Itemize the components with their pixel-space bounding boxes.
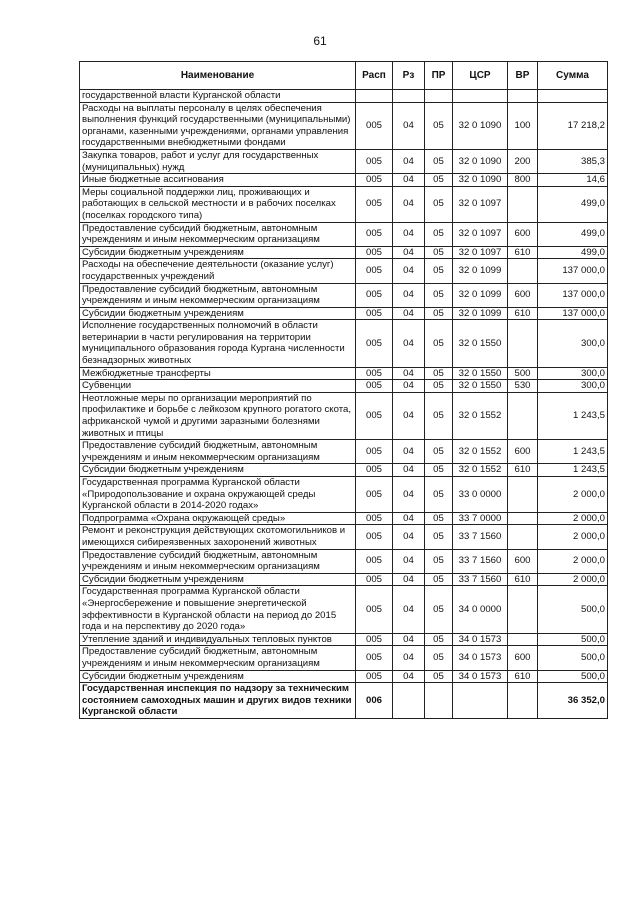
cell-csr: 33 7 1560 <box>453 549 508 573</box>
cell-vr: 800 <box>508 174 538 187</box>
cell-csr: 32 0 1097 <box>453 222 508 246</box>
cell-name: Государственная программа Курганской области «Энергосбережение и повышение энергетической эффективности в Курганской области на период до 2015 года и на перспективу до 2020 года» <box>80 586 356 633</box>
table-row <box>80 633 608 646</box>
cell-sum: 137 000,0 <box>538 259 608 283</box>
cell-vr: 610 <box>508 246 538 259</box>
cell-rasp: 005 <box>356 392 393 439</box>
cell-sum: 2 000,0 <box>538 549 608 573</box>
table-row <box>80 683 608 719</box>
cell-rasp: 005 <box>356 646 393 670</box>
cell-rasp: 005 <box>356 246 393 259</box>
cell-sum: 2 000,0 <box>538 477 608 513</box>
cell-sum: 2 000,0 <box>538 512 608 525</box>
page-number: 61 <box>313 34 327 48</box>
cell-pr: 05 <box>425 174 453 187</box>
cell-vr <box>508 392 538 439</box>
cell-csr: 32 0 1099 <box>453 283 508 307</box>
cell-csr: 32 0 1550 <box>453 367 508 380</box>
cell-sum: 2 000,0 <box>538 573 608 586</box>
table-row <box>80 525 608 549</box>
table-row <box>80 367 608 380</box>
cell-name: Предоставление субсидий бюджетным, автономным учреждениям и иным некоммерческим организациям <box>80 283 356 307</box>
cell-rz: 04 <box>393 392 425 439</box>
cell-vr: 610 <box>508 670 538 683</box>
cell-rasp: 005 <box>356 102 393 149</box>
cell-pr: 05 <box>425 186 453 222</box>
cell-vr: 610 <box>508 573 538 586</box>
cell-csr: 32 0 1090 <box>453 102 508 149</box>
header-rasp: Расп <box>356 62 393 90</box>
cell-pr: 05 <box>425 392 453 439</box>
cell-name: Субсидии бюджетным учреждениям <box>80 246 356 259</box>
header-sum: Сумма <box>538 62 608 90</box>
table-row <box>80 259 608 283</box>
cell-sum: 500,0 <box>538 586 608 633</box>
cell-name: Расходы на выплаты персоналу в целях обеспечения выполнения функций государственными (муниципальными) органами, казенными учреждениями, органами управления государственными внебюджетными фондами <box>80 102 356 149</box>
cell-sum: 17 218,2 <box>538 102 608 149</box>
cell-sum: 2 000,0 <box>538 525 608 549</box>
cell-rz: 04 <box>393 149 425 173</box>
cell-rz: 04 <box>393 246 425 259</box>
table-row <box>80 174 608 187</box>
table-row <box>80 464 608 477</box>
table-row <box>80 307 608 320</box>
cell-rz: 04 <box>393 174 425 187</box>
cell-csr: 33 7 0000 <box>453 512 508 525</box>
cell-vr: 600 <box>508 549 538 573</box>
cell-pr: 05 <box>425 525 453 549</box>
cell-vr <box>508 90 538 103</box>
cell-rz: 04 <box>393 633 425 646</box>
cell-pr: 05 <box>425 283 453 307</box>
cell-rz: 04 <box>393 525 425 549</box>
cell-rz: 04 <box>393 549 425 573</box>
cell-name: Предоставление субсидий бюджетным, автономным учреждениям и иным некоммерческим организациям <box>80 222 356 246</box>
cell-vr <box>508 477 538 513</box>
cell-pr <box>425 90 453 103</box>
cell-rasp: 005 <box>356 464 393 477</box>
cell-name: Меры социальной поддержки лиц, проживающих и работающих в сельской местности и в рабочих поселках (поселках городского типа) <box>80 186 356 222</box>
cell-rasp: 005 <box>356 320 393 367</box>
table-row <box>80 512 608 525</box>
cell-csr: 33 0 0000 <box>453 477 508 513</box>
cell-rasp: 005 <box>356 149 393 173</box>
table-row <box>80 440 608 464</box>
cell-rz: 04 <box>393 367 425 380</box>
cell-rz: 04 <box>393 307 425 320</box>
cell-vr: 200 <box>508 149 538 173</box>
cell-csr: 34 0 0000 <box>453 586 508 633</box>
cell-rasp: 005 <box>356 549 393 573</box>
cell-rasp: 005 <box>356 380 393 393</box>
cell-pr: 05 <box>425 440 453 464</box>
cell-rz: 04 <box>393 573 425 586</box>
cell-sum <box>538 90 608 103</box>
cell-pr: 05 <box>425 586 453 633</box>
cell-name: Закупка товаров, работ и услуг для государственных (муниципальных) нужд <box>80 149 356 173</box>
header-rz: Рз <box>393 62 425 90</box>
cell-rz: 04 <box>393 320 425 367</box>
cell-rz: 04 <box>393 477 425 513</box>
cell-rasp: 005 <box>356 477 393 513</box>
cell-csr: 32 0 1552 <box>453 392 508 439</box>
cell-sum: 500,0 <box>538 633 608 646</box>
cell-name: Подпрограмма «Охрана окружающей среды» <box>80 512 356 525</box>
cell-vr: 600 <box>508 283 538 307</box>
cell-csr: 34 0 1573 <box>453 670 508 683</box>
cell-rasp: 005 <box>356 440 393 464</box>
cell-name: Предоставление субсидий бюджетным, автономным учреждениям и иным некоммерческим организациям <box>80 549 356 573</box>
cell-rz <box>393 683 425 719</box>
cell-sum: 300,0 <box>538 367 608 380</box>
cell-pr: 05 <box>425 380 453 393</box>
cell-sum: 385,3 <box>538 149 608 173</box>
cell-name: Субсидии бюджетным учреждениям <box>80 573 356 586</box>
cell-pr: 05 <box>425 102 453 149</box>
cell-sum: 500,0 <box>538 670 608 683</box>
cell-name: Ремонт и реконструкция действующих скотомогильников и имеющихся сибиреязвенных захоронений животных <box>80 525 356 549</box>
cell-vr <box>508 186 538 222</box>
cell-sum: 499,0 <box>538 222 608 246</box>
cell-rasp: 005 <box>356 283 393 307</box>
cell-sum: 137 000,0 <box>538 307 608 320</box>
table-row <box>80 549 608 573</box>
cell-vr <box>508 683 538 719</box>
cell-name: Неотложные меры по организации мероприятий по профилактике и борьбе с лейкозом крупного рогатого скота, африканской чумой и другими заразными болезнями животных и птицы <box>80 392 356 439</box>
table-row <box>80 102 608 149</box>
cell-pr: 05 <box>425 646 453 670</box>
cell-name: Межбюджетные трансферты <box>80 367 356 380</box>
cell-vr: 100 <box>508 102 538 149</box>
header-pr: ПР <box>425 62 453 90</box>
cell-sum: 14,6 <box>538 174 608 187</box>
cell-csr: 32 0 1090 <box>453 174 508 187</box>
cell-csr: 34 0 1573 <box>453 646 508 670</box>
cell-rz: 04 <box>393 646 425 670</box>
cell-vr <box>508 586 538 633</box>
cell-vr <box>508 633 538 646</box>
cell-rz: 04 <box>393 586 425 633</box>
cell-name: Расходы на обеспечение деятельности (оказание услуг) государственных учреждений <box>80 259 356 283</box>
cell-csr: 32 0 1097 <box>453 186 508 222</box>
cell-pr: 05 <box>425 307 453 320</box>
table-row <box>80 670 608 683</box>
cell-vr <box>508 525 538 549</box>
cell-rz: 04 <box>393 222 425 246</box>
cell-vr: 500 <box>508 367 538 380</box>
cell-name: Государственная программа Курганской области «Природопользование и охрана окружающей среды Курганской области в 2014-2020 годах» <box>80 477 356 513</box>
cell-rasp: 005 <box>356 174 393 187</box>
cell-rasp: 005 <box>356 573 393 586</box>
cell-csr: 34 0 1573 <box>453 633 508 646</box>
cell-name: Иные бюджетные ассигнования <box>80 174 356 187</box>
cell-rasp: 005 <box>356 367 393 380</box>
cell-rz: 04 <box>393 440 425 464</box>
cell-csr <box>453 683 508 719</box>
header-csr: ЦСР <box>453 62 508 90</box>
table-row <box>80 392 608 439</box>
cell-pr: 05 <box>425 477 453 513</box>
table-row <box>80 283 608 307</box>
cell-rasp: 005 <box>356 586 393 633</box>
table-row <box>80 246 608 259</box>
cell-name: Субвенции <box>80 380 356 393</box>
cell-name: Субсидии бюджетным учреждениям <box>80 670 356 683</box>
table-body <box>80 90 608 719</box>
table-row <box>80 586 608 633</box>
cell-vr <box>508 512 538 525</box>
cell-pr: 05 <box>425 573 453 586</box>
cell-rz: 04 <box>393 102 425 149</box>
cell-pr: 05 <box>425 633 453 646</box>
cell-csr: 32 0 1097 <box>453 246 508 259</box>
cell-csr: 33 7 1560 <box>453 573 508 586</box>
cell-rz <box>393 90 425 103</box>
cell-rasp: 005 <box>356 222 393 246</box>
cell-pr: 05 <box>425 246 453 259</box>
cell-sum: 499,0 <box>538 186 608 222</box>
cell-name: Субсидии бюджетным учреждениям <box>80 464 356 477</box>
cell-name: Государственная инспекция по надзору за техническим состоянием самоходных машин и других видов техники Курганской области <box>80 683 356 719</box>
cell-csr: 32 0 1552 <box>453 440 508 464</box>
cell-sum: 36 352,0 <box>538 683 608 719</box>
cell-rz: 04 <box>393 512 425 525</box>
cell-rasp: 005 <box>356 670 393 683</box>
cell-sum: 499,0 <box>538 246 608 259</box>
cell-sum: 500,0 <box>538 646 608 670</box>
cell-name: Предоставление субсидий бюджетным, автономным учреждениям и иным некоммерческим организациям <box>80 440 356 464</box>
cell-pr: 05 <box>425 259 453 283</box>
cell-csr: 32 0 1099 <box>453 307 508 320</box>
cell-rasp: 005 <box>356 633 393 646</box>
cell-csr: 32 0 1099 <box>453 259 508 283</box>
table-row <box>80 477 608 513</box>
cell-sum: 300,0 <box>538 380 608 393</box>
cell-csr <box>453 90 508 103</box>
cell-sum: 1 243,5 <box>538 392 608 439</box>
cell-pr: 05 <box>425 670 453 683</box>
cell-rz: 04 <box>393 464 425 477</box>
cell-rz: 04 <box>393 670 425 683</box>
cell-csr: 32 0 1550 <box>453 320 508 367</box>
table-row <box>80 573 608 586</box>
cell-rz: 04 <box>393 283 425 307</box>
cell-pr: 05 <box>425 222 453 246</box>
cell-pr: 05 <box>425 512 453 525</box>
cell-pr: 05 <box>425 149 453 173</box>
cell-csr: 32 0 1090 <box>453 149 508 173</box>
cell-vr: 610 <box>508 464 538 477</box>
cell-sum: 137 000,0 <box>538 283 608 307</box>
cell-pr: 05 <box>425 367 453 380</box>
budget-table <box>79 61 608 719</box>
cell-rasp: 005 <box>356 259 393 283</box>
cell-vr: 600 <box>508 222 538 246</box>
cell-name: Субсидии бюджетным учреждениям <box>80 307 356 320</box>
cell-name: Утепление зданий и индивидуальных тепловых пунктов <box>80 633 356 646</box>
cell-rasp: 005 <box>356 186 393 222</box>
table-row <box>80 380 608 393</box>
cell-rasp: 006 <box>356 683 393 719</box>
header-vr: ВР <box>508 62 538 90</box>
header-name: Наименование <box>80 62 356 90</box>
cell-rasp: 005 <box>356 512 393 525</box>
cell-name: Исполнение государственных полномочий в области ветеринарии в части регулирования на территории муниципального образования города Кургана численности безнадзорных животных <box>80 320 356 367</box>
table-row <box>80 149 608 173</box>
cell-rz: 04 <box>393 380 425 393</box>
cell-pr <box>425 683 453 719</box>
table-row <box>80 646 608 670</box>
cell-vr: 600 <box>508 646 538 670</box>
cell-sum: 300,0 <box>538 320 608 367</box>
cell-sum: 1 243,5 <box>538 440 608 464</box>
cell-sum: 1 243,5 <box>538 464 608 477</box>
table-row <box>80 320 608 367</box>
cell-vr <box>508 320 538 367</box>
cell-vr: 610 <box>508 307 538 320</box>
cell-rasp: 005 <box>356 525 393 549</box>
cell-name: государственной власти Курганской области <box>80 90 356 103</box>
cell-csr: 33 7 1560 <box>453 525 508 549</box>
cell-pr: 05 <box>425 549 453 573</box>
cell-rasp <box>356 90 393 103</box>
cell-pr: 05 <box>425 320 453 367</box>
cell-rasp: 005 <box>356 307 393 320</box>
cell-rz: 04 <box>393 186 425 222</box>
cell-rz: 04 <box>393 259 425 283</box>
cell-pr: 05 <box>425 464 453 477</box>
cell-vr: 530 <box>508 380 538 393</box>
cell-csr: 32 0 1552 <box>453 464 508 477</box>
table-row <box>80 222 608 246</box>
table-header-row <box>80 62 608 90</box>
cell-csr: 32 0 1550 <box>453 380 508 393</box>
cell-name: Предоставление субсидий бюджетным, автономным учреждениям и иным некоммерческим организациям <box>80 646 356 670</box>
cell-vr <box>508 259 538 283</box>
table-row <box>80 90 608 103</box>
table-row <box>80 186 608 222</box>
cell-vr: 600 <box>508 440 538 464</box>
